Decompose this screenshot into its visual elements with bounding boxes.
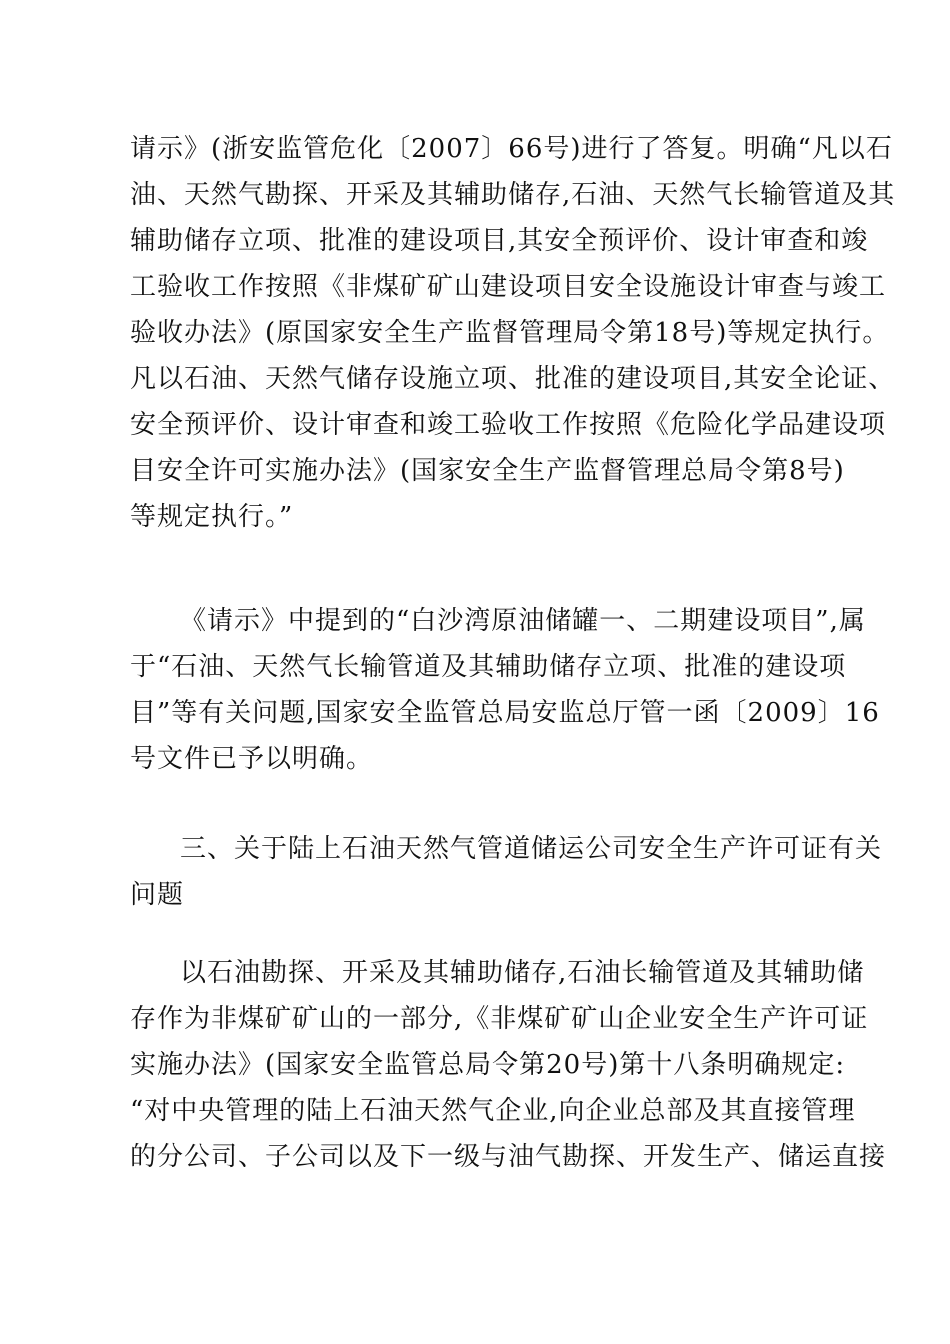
text-line: 油、天然气勘探、开采及其辅助储存,石油、天然气长输管道及其: [130, 180, 896, 210]
text-line: 请示》(浙安监管危化〔2007〕66号)进行了答复。明确“凡以石: [130, 134, 893, 164]
text-line: 三、关于陆上石油天然气管道储运公司安全生产许可证有关: [180, 834, 883, 864]
text-line: 于“石油、天然气长输管道及其辅助储存立项、批准的建设项: [130, 652, 847, 682]
text-line: 验收办法》(原国家安全生产监督管理局令第18号)等规定执行。: [130, 318, 890, 348]
text-line: 问题: [130, 880, 185, 910]
text-line: 安全预评价、设计审查和竣工验收工作按照《危险化学品建设项: [130, 410, 887, 440]
text-line: 目”等有关问题,国家安全监管总局安监总厅管一函〔2009〕16: [130, 698, 880, 728]
text-line: 辅助储存立项、批准的建设项目,其安全预评价、设计审查和竣: [130, 226, 869, 256]
section-heading-three: [130, 826, 883, 918]
text-line: 的分公司、子公司以及下一级与油气勘探、开发生产、储运直接: [130, 1142, 887, 1172]
text-line: 号文件已予以明确。: [130, 744, 374, 774]
text-line: 实施办法》(国家安全监管总局令第20号)第十八条明确规定:: [130, 1050, 846, 1080]
paragraph-reply-quote: [130, 126, 896, 540]
text-line: 等规定执行。”: [130, 502, 294, 532]
paragraph-baishawan-project: [130, 598, 880, 782]
text-line: 《请示》中提到的“白沙湾原油储罐一、二期建设项目”,属: [180, 606, 866, 636]
text-line: 凡以石油、天然气储存设施立项、批准的建设项目,其安全论证、: [130, 364, 896, 394]
text-line: 存作为非煤矿矿山的一部分,《非煤矿矿山企业安全生产许可证: [130, 1004, 869, 1034]
paragraph-safety-license: [130, 950, 887, 1180]
text-line: “对中央管理的陆上石油天然气企业,向企业总部及其直接管理: [130, 1096, 856, 1126]
text-line: 目安全许可实施办法》(国家安全生产监督管理总局令第8号): [130, 456, 845, 486]
text-line: 工验收工作按照《非煤矿矿山建设项目安全设施设计审查与竣工: [130, 272, 887, 302]
text-line: 以石油勘探、开采及其辅助储存,石油长输管道及其辅助储: [180, 958, 865, 988]
